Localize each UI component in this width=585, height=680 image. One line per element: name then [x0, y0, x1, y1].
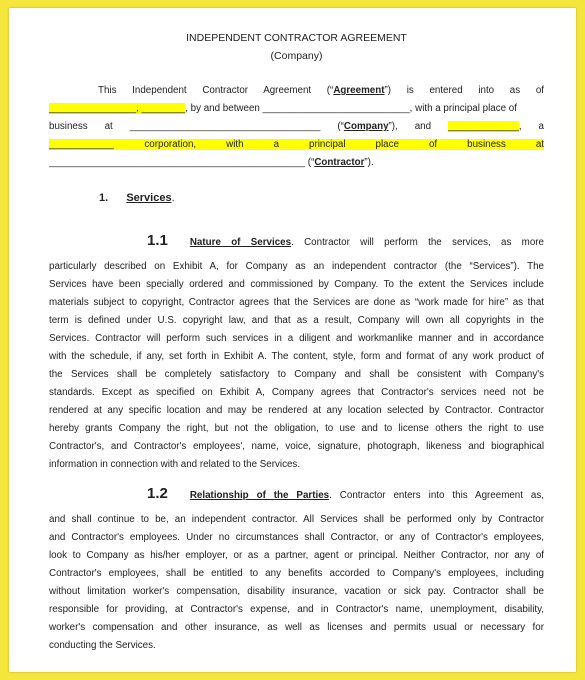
intro-text: business at ___________________________________ (“: [49, 121, 344, 132]
paragraph-line: Contractor's employees, shall be entitled to any benefits accorded to Company's employees, including: [49, 568, 544, 579]
section-1-heading: [99, 192, 175, 204]
s12-text: . Contractor enters into this Agreement as,: [329, 490, 544, 501]
paragraph-line: look to Company as his/her employer, or as a partner, agent or principal. Neither Contractor, nor any of: [49, 550, 544, 561]
paragraph-line: information in connection with and related to the Services.: [49, 459, 301, 470]
paragraph-line: without limitation worker's compensation, disability insurance, vacation or sick pay. Contractor shall be: [49, 586, 544, 597]
subsection-number: 1.2: [147, 485, 168, 502]
paragraph-line: rendered at any specific location and may be rendered at any location selected by Contractor. Contractor: [49, 405, 544, 416]
paragraph-line: responsible for providing, at Contractor's expense, and in Contractor's name, unemployment, disability,: [49, 604, 544, 615]
defined-term-agreement: Agreement: [333, 85, 385, 96]
intro-text: ”) is entered into as of: [384, 85, 544, 96]
paragraph-line: standards. Except as specified on Exhibit A, Company agrees that Contractor's services need not be: [49, 387, 544, 398]
paragraph-line: Services. Contractor will perform such services in a diligent and workmanlike manner and in accordance: [49, 333, 544, 344]
paragraph-line: the Services shall be completely satisfactory to Company and shall be consistent with Company's: [49, 369, 544, 380]
paragraph-line: materials subject to copyright, Contractor agrees that the Services are done as “work made for hire” as that: [49, 297, 544, 308]
document-subtitle: (Company): [270, 50, 323, 62]
intro-line-4: [49, 136, 544, 154]
intro-text: ”).: [364, 157, 374, 168]
intro-line-5: [49, 154, 544, 172]
subsection-title: Relationship of the Parties: [189, 490, 330, 501]
subsection-title: Nature of Services: [189, 237, 292, 248]
intro-text: , a: [518, 121, 544, 132]
section-title-punct: .: [171, 192, 175, 204]
section-number: 1.: [99, 192, 109, 204]
paragraph-line: conducting the Services.: [49, 640, 156, 651]
intro-line-2: [49, 100, 544, 118]
intro-text: , by and between ___________________________, with a principal place of: [185, 103, 517, 114]
paragraph-line: particularly described on Exhibit A, for Company as an independent contractor (the “Services”). The: [49, 261, 544, 272]
s12-first-line: [49, 483, 544, 507]
contractor-name-highlight: _____________: [448, 121, 519, 132]
state-blank-highlight: ____________: [49, 139, 115, 150]
paragraph-line: and shall continue to be, an independent contractor. All Services shall be performed only by Contractor: [49, 514, 544, 525]
intro-text: _______________________________________________ (“: [49, 157, 315, 168]
intro-line-3: [49, 118, 544, 136]
defined-term-contractor: Contractor: [314, 157, 365, 168]
intro-line-1: [49, 82, 544, 100]
document-title: INDEPENDENT CONTRACTOR AGREEMENT: [186, 32, 407, 44]
document-page: [9, 8, 576, 672]
defined-term-company: Company: [343, 121, 389, 132]
intro-text: ”), and: [388, 121, 432, 132]
paragraph-line: worker's compensation and other insurance, as well as licenses and permits usual or necessary for: [49, 622, 544, 633]
date-blank-highlight: ________________, ________: [49, 103, 186, 114]
paragraph-line: Contractor's, and Contractor's employees', name, voice, signature, photograph, likeness and biographical: [49, 441, 544, 452]
s11-first-line: [49, 230, 544, 254]
section-title: Services: [126, 192, 172, 204]
corporation-highlight: corporation, with a principal place of business at: [114, 139, 544, 150]
paragraph-line: and Contractor's employees. Under no circumstances shall Contractor, or any of Contractor's employees,: [49, 532, 544, 543]
paragraph-line: with the schedule, if any, set forth in Exhibit A. The content, style, form and format of any work product of: [49, 351, 544, 362]
paragraph-line: hereby grants Company the right, but not the obligation, to use and to license others the right to use: [49, 423, 544, 434]
paragraph-line: term is defined under U.S. copyright law, and that as a result, Company will own all copyrights in the: [49, 315, 544, 326]
paragraph-line: Services have been specially ordered and commissioned by Company. To the extent the Services include: [49, 279, 544, 290]
subsection-number: 1.1: [147, 232, 168, 249]
intro-text: This Independent Contractor Agreement (“: [98, 85, 334, 96]
s11-text: . Contractor will perform the services, as more: [291, 237, 544, 248]
